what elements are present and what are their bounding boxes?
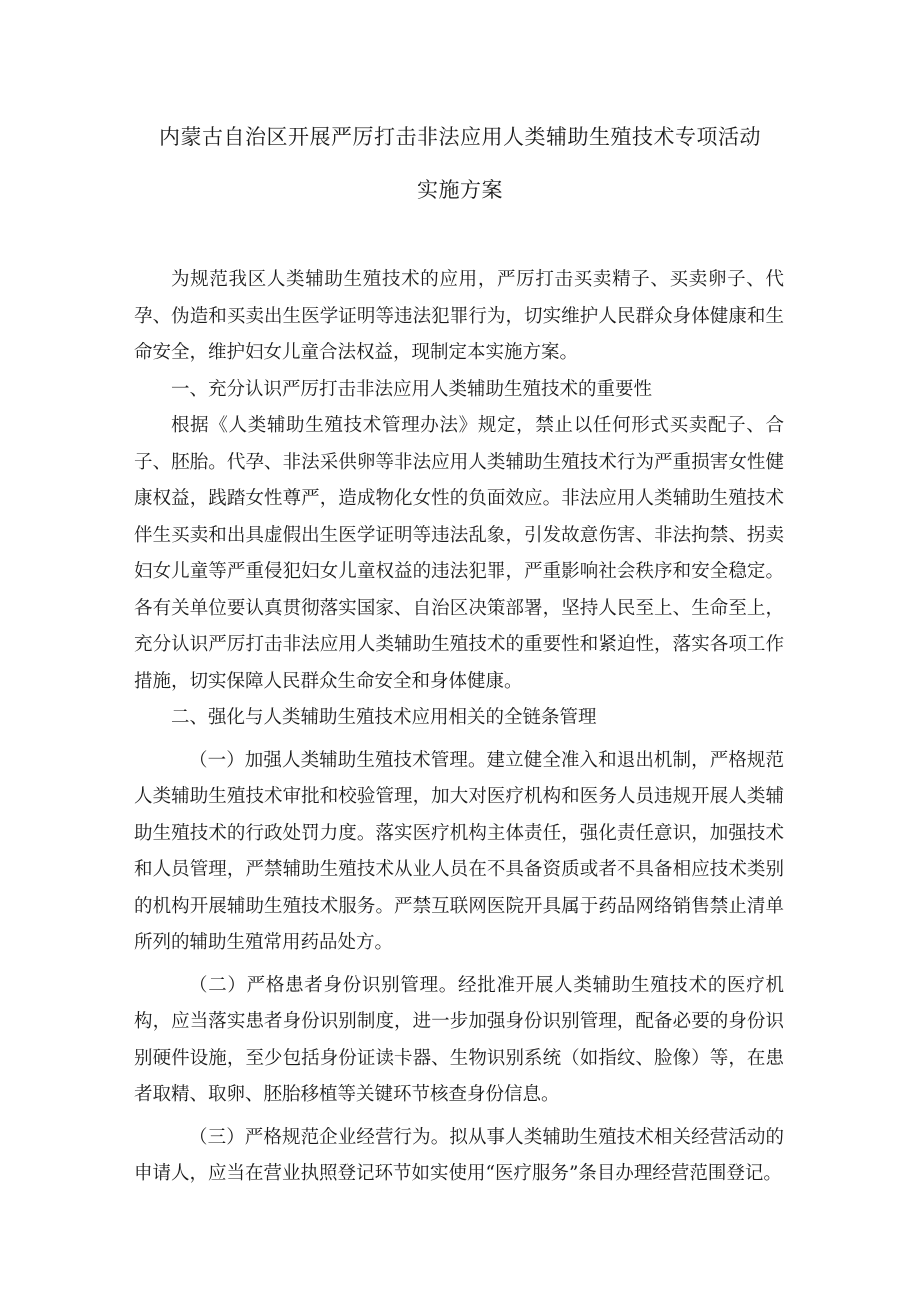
subsection-paragraph-3: （三）严格规范企业经营行为。拟从事人类辅助生殖技术相关经营活动的申请人，应当在营业执照登记环节如实使用“医疗服务”条目办理经营范围登记。 xyxy=(134,1126,784,1184)
section-heading-2: 二、强化与人类辅助生殖技术应用相关的全链条管理 xyxy=(171,707,597,728)
document-body xyxy=(134,262,784,1193)
section-heading-1: 一、充分认识严厉打击非法应用人类辅助生殖技术的重要性 xyxy=(171,378,653,400)
subsection-paragraph-2: （二）严格患者身份识别管理。经批准开展人类辅助生殖技术的医疗机构，应当落实患者身份识别制度，进一步加强身份识别管理，配备必要的身份识别硬件设施，至少包括身份证读卡器、生物识别系统（如指纹、脸像）等，在患者取精、取卵、胚胎移植等关键环节核查身份信息。 xyxy=(134,974,784,1105)
document-title-line-2: 实施方案 xyxy=(417,178,503,202)
document-title: 内蒙古自治区开展严厉打击非法应用人类辅助生殖技术专项活动 xyxy=(159,125,761,149)
subsection-paragraph-1: （一）加强人类辅助生殖技术管理。建立健全准入和退出机制，严格规范人类辅助生殖技术审批和校验管理，加大对医疗机构和医务人员违规开展人类辅助生殖技术的行政处罚力度。落实医疗机构主体责任，强化责任意识，加强技术和人员管理，严禁辅助生殖技术从业人员在不具备资质或者不具备相应技术类别的机构开展辅助生殖技术服务。严禁互联网医院开具属于药品网络销售禁止清单所列的辅助生殖常用药品处方。 xyxy=(134,749,784,953)
body-paragraph: 根据《人类辅助生殖技术管理办法》规定，禁止以任何形式买卖配子、合子、胚胎。代孕、非法采供卵等非法应用人类辅助生殖技术行为严重损害女性健康权益，践踏女性尊严，造成物化女性的负面效应。非法应用人类辅助生殖技术伴生买卖和出具虚假出生医学证明等违法乱象，引发故意伤害、非法拘禁、拐卖妇女儿童等严重侵犯妇女儿童权益的违法犯罪，严重影响社会秩序和安全稳定。各有关单位要认真贯彻落实国家、自治区决策部署，坚持人民至上、生命至上，充分认识严厉打击非法应用人类辅助生殖技术的重要性和紧迫性，落实各项工作措施，切实保障人民群众生命安全和身体健康。 xyxy=(134,415,784,692)
intro-paragraph: 为规范我区人类辅助生殖技术的应用，严厉打击买卖精子、买卖卵子、代孕、伪造和买卖出生医学证明等违法犯罪行为，切实维护人民群众身体健康和生命安全，维护妇女儿童合法权益，现制定本实施方案。 xyxy=(134,269,784,363)
